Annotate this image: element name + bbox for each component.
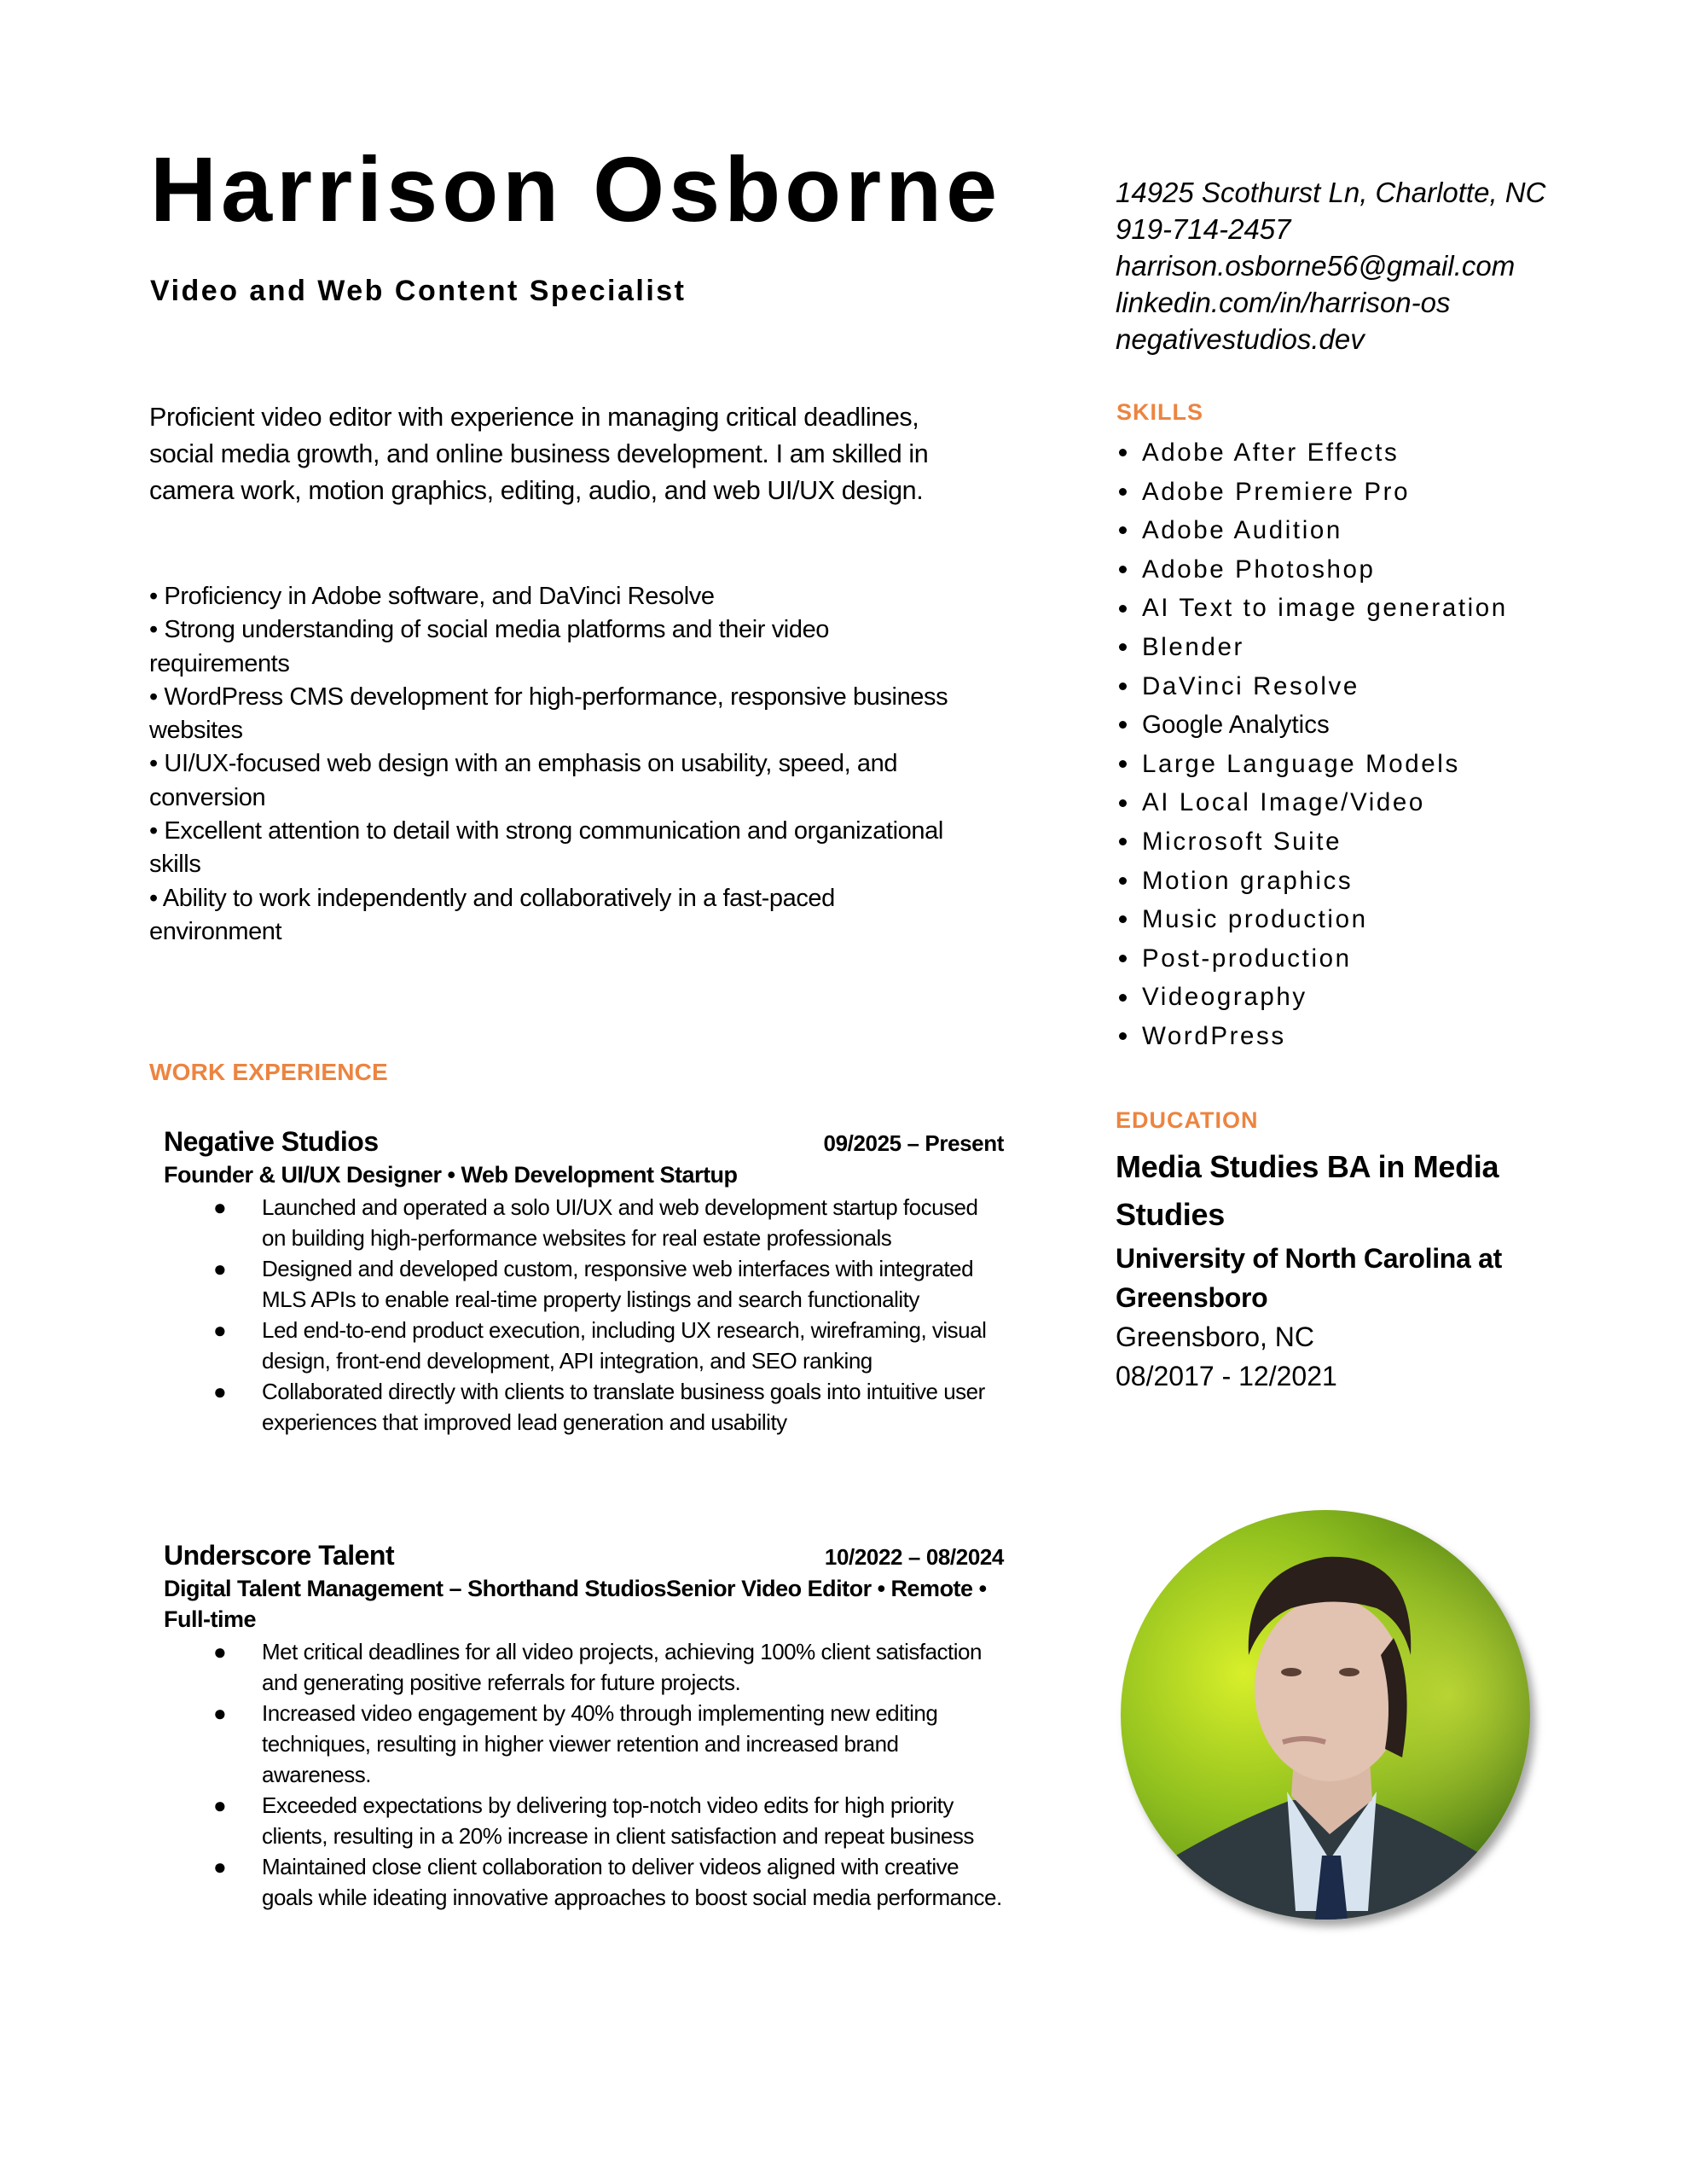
bullet-icon: ● — [213, 1256, 227, 1281]
bullet-icon — [1119, 449, 1127, 456]
job-bullet — [164, 1790, 1004, 1851]
skill-item — [1117, 822, 1508, 862]
education-dates: 08/2017 - 12/2021 — [1116, 1361, 1337, 1391]
job-bullet — [164, 1636, 1004, 1698]
skill-label: Adobe Audition — [1142, 516, 1342, 545]
bullet-icon — [1119, 799, 1127, 807]
bullet-icon — [1119, 643, 1127, 651]
skill-item — [1117, 939, 1508, 979]
bullet-icon: ● — [213, 1639, 227, 1664]
skill-label: Large Language Models — [1142, 749, 1460, 778]
bullet-icon — [1119, 877, 1127, 885]
skill-item — [1117, 978, 1508, 1017]
job-bullets — [164, 1636, 1004, 1913]
summary-bullet: • Ability to work independently and collaboratively in a fast-paced environment — [149, 884, 835, 945]
job-bullet-text: Maintained close client collaboration to deliver videos aligned with creative goals while ideating innovative approaches to boost social media performance. — [262, 1854, 1002, 1910]
bullet-icon — [1119, 955, 1127, 962]
summary-bullet: • Excellent attention to detail with strong communication and organizational skills — [149, 817, 943, 879]
skill-item — [1117, 745, 1508, 784]
skill-item — [1117, 473, 1508, 512]
candidate-name: Harrison Osborne — [150, 137, 1002, 241]
skill-label: Videography — [1142, 983, 1307, 1012]
bullet-icon: ● — [213, 1379, 227, 1404]
skill-item — [1117, 589, 1508, 628]
job-bullet-text: Led end-to-end product execution, including UX research, wireframing, visual design, front-end development, API integration, and SEO ranking — [262, 1317, 987, 1374]
skill-item — [1117, 511, 1508, 550]
skill-label: Google Analytics — [1142, 711, 1330, 740]
job-bullet-text: Exceeded expectations by delivering top-notch video edits for high priority clients, resulting in a 20% increase in client satisfaction and repeat business — [262, 1792, 974, 1849]
job-bullet — [164, 1315, 1004, 1376]
job-dates: 10/2022 – 08/2024 — [824, 1544, 1004, 1570]
education-heading: EDUCATION — [1116, 1107, 1259, 1133]
bullet-icon — [1119, 994, 1127, 1002]
job-bullet-text: Launched and operated a solo UI/UX and web development startup focused on building high-performance websites for real estate professionals — [262, 1194, 978, 1251]
job-bullet — [164, 1192, 1004, 1253]
skill-label: Adobe Premiere Pro — [1142, 477, 1411, 506]
bullet-icon — [1119, 682, 1127, 690]
summary-bullet: • WordPress CMS development for high-performance, responsive business websites — [149, 682, 948, 745]
summary-bullets — [149, 580, 968, 949]
bullet-icon — [1119, 605, 1127, 613]
job-role: Digital Talent Management – Shorthand StudiosSenior Video Editor • Remote • Full-time — [164, 1576, 987, 1632]
contact-website[interactable]: negativestudios.dev — [1116, 323, 1365, 355]
contact-block — [1116, 174, 1545, 357]
skill-label: DaVinci Resolve — [1142, 671, 1359, 700]
bullet-icon: ● — [213, 1700, 227, 1726]
bullet-icon: ● — [213, 1792, 227, 1818]
bullet-icon — [1119, 1032, 1127, 1040]
job-bullet — [164, 1253, 1004, 1315]
job-bullet-text: Increased video engagement by 40% through implementing new editing techniques, resulting in higher viewer retention and increased brand awareness. — [262, 1700, 938, 1787]
education-school: University of North Carolina at Greensboro — [1116, 1243, 1502, 1313]
job-dates: 09/2025 – Present — [823, 1130, 1004, 1156]
job-company: Negative Studios — [164, 1126, 379, 1157]
summary-paragraph: Proficient video editor with experience in managing critical deadlines, social media growth, and online business development. I am skilled in camera work, motion graphics, editing, audio, and web UI/UX design. — [149, 403, 929, 505]
contact-email[interactable]: harrison.osborne56@gmail.com — [1116, 250, 1516, 282]
skill-item — [1117, 1017, 1508, 1056]
skill-item — [1117, 628, 1508, 667]
skill-item — [1117, 667, 1508, 706]
bullet-icon: ● — [213, 1854, 227, 1879]
job-bullet — [164, 1851, 1004, 1913]
job-company: Underscore Talent — [164, 1540, 395, 1571]
skill-label: AI Text to image generation — [1142, 594, 1508, 623]
education-location: Greensboro, NC — [1116, 1321, 1314, 1352]
skill-label: Music production — [1142, 905, 1368, 934]
skill-label: Post-production — [1142, 944, 1352, 973]
education-degree: Media Studies BA in Media Studies — [1116, 1149, 1499, 1232]
education-block — [1116, 1143, 1593, 1396]
job-entry — [164, 1126, 1004, 1438]
skill-label: Microsoft Suite — [1142, 827, 1342, 856]
skill-item — [1117, 550, 1508, 590]
contact-linkedin[interactable]: linkedin.com/in/harrison-os — [1116, 287, 1451, 318]
summary-bullet: • Proficiency in Adobe software, and DaVinci Resolve — [149, 583, 715, 610]
skill-item — [1117, 706, 1508, 745]
skill-item — [1117, 900, 1508, 939]
job-bullet-text: Collaborated directly with clients to translate business goals into intuitive user experiences that improved lead generation and usability — [262, 1379, 985, 1435]
job-title: Video and Web Content Specialist — [150, 275, 687, 307]
job-bullet-text: Designed and developed custom, responsive web interfaces with integrated MLS APIs to enable real-time property listings and search functionality — [262, 1256, 974, 1312]
skill-label: Motion graphics — [1142, 866, 1354, 895]
skill-label: Blender — [1142, 632, 1244, 661]
bullet-icon — [1119, 526, 1127, 534]
contact-phone: 919-714-2457 — [1116, 213, 1291, 245]
summary-bullet: • UI/UX-focused web design with an emphasis on usability, speed, and conversion — [149, 750, 898, 811]
skill-label: Adobe Photoshop — [1142, 555, 1376, 584]
bullet-icon: ● — [213, 1194, 227, 1220]
job-bullet — [164, 1698, 1004, 1790]
skill-item — [1117, 783, 1508, 822]
bullet-icon — [1119, 721, 1127, 729]
work-experience-heading: WORK EXPERIENCE — [149, 1059, 388, 1085]
bullet-icon — [1119, 566, 1127, 573]
bullet-icon — [1119, 488, 1127, 496]
skill-item — [1117, 433, 1508, 473]
job-bullet — [164, 1376, 1004, 1438]
bullet-icon — [1119, 915, 1127, 923]
job-entry — [164, 1540, 1004, 1913]
profile-photo-icon — [1121, 1510, 1530, 1920]
summary-bullet: • Strong understanding of social media platforms and their video requirements — [149, 616, 830, 677]
job-bullet-text: Met critical deadlines for all video projects, achieving 100% client satisfaction and generating positive referrals for future projects. — [262, 1639, 982, 1695]
bullet-icon — [1119, 760, 1127, 768]
skills-list — [1117, 433, 1508, 1056]
skill-item — [1117, 862, 1508, 901]
bullet-icon: ● — [213, 1317, 227, 1343]
skill-label: AI Local Image/Video — [1142, 788, 1425, 817]
contact-address: 14925 Scothurst Ln, Charlotte, NC — [1116, 177, 1546, 208]
profile-photo — [1121, 1510, 1530, 1920]
bullet-icon — [1119, 838, 1127, 845]
skill-label: Adobe After Effects — [1142, 439, 1400, 467]
skill-label: WordPress — [1142, 1021, 1286, 1050]
skills-heading: SKILLS — [1116, 399, 1204, 425]
job-role: Founder & UI/UX Designer • Web Development Startup — [164, 1162, 738, 1188]
job-bullets — [164, 1192, 1004, 1438]
